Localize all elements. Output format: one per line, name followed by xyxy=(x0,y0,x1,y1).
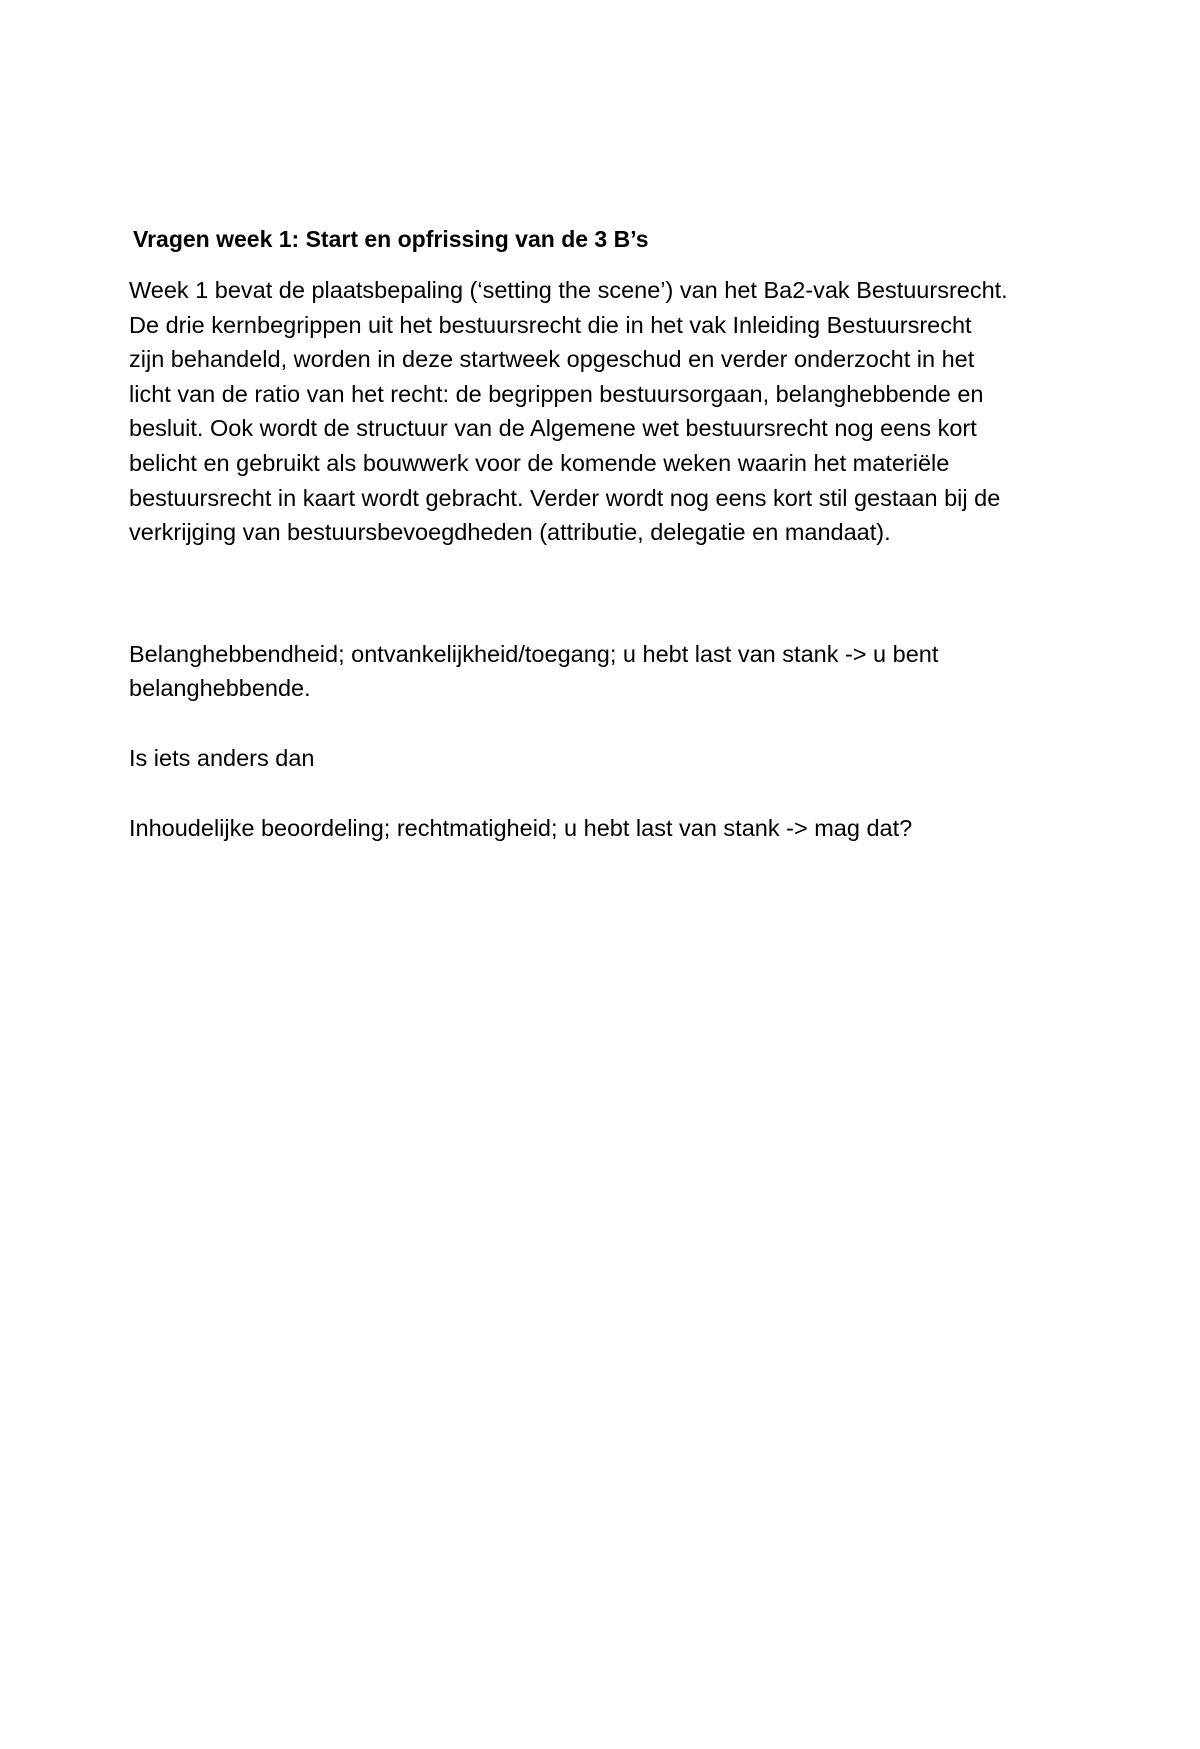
intro-line: verkrijging van bestuursbevoegdheden (attributie, delegatie en mandaat). xyxy=(129,519,891,546)
intro-line: zijn behandeld, worden in deze startweek opgeschud en verder onderzocht in het xyxy=(129,346,975,373)
intro-paragraph xyxy=(129,273,1089,550)
intro-line: licht van de ratio van het recht: de begrippen bestuursorgaan, belanghebbende en xyxy=(129,380,984,407)
document-title: Vragen week 1: Start en opfrissing van de 3 B’s xyxy=(133,226,649,252)
intro-line: bestuursrecht in kaart wordt gebracht. Verder wordt nog eens kort stil gestaan bij de xyxy=(129,484,1001,511)
document-body xyxy=(129,222,1089,845)
belanghebbendheid-line: Belanghebbendheid; ontvankelijkheid/toegang; u hebt last van stank -> u bent xyxy=(129,640,939,667)
belanghebbendheid-line: belanghebbende. xyxy=(129,675,311,702)
intro-line: belicht en gebruikt als bouwwerk voor de komende weken waarin het materiële xyxy=(129,449,950,476)
iets-anders-line: Is iets anders dan xyxy=(129,744,315,771)
intro-line: besluit. Ook wordt de structuur van de Algemene wet bestuursrecht nog eens kort xyxy=(129,415,977,442)
belanghebbendheid-paragraph xyxy=(129,637,1089,706)
intro-line: De drie kernbegrippen uit het bestuursrecht die in het vak Inleiding Bestuursrecht xyxy=(129,311,972,338)
intro-line: Week 1 bevat de plaatsbepaling (‘setting the scene’) van het Ba2-vak Bestuursrecht. xyxy=(129,277,1008,303)
inhoudelijke-beoordeling-line: Inhoudelijke beoordeling; rechtmatigheid; u hebt last van stank -> mag dat? xyxy=(129,814,913,841)
inhoudelijke-beoordeling-paragraph xyxy=(129,811,1089,846)
iets-anders-paragraph xyxy=(129,741,1089,776)
